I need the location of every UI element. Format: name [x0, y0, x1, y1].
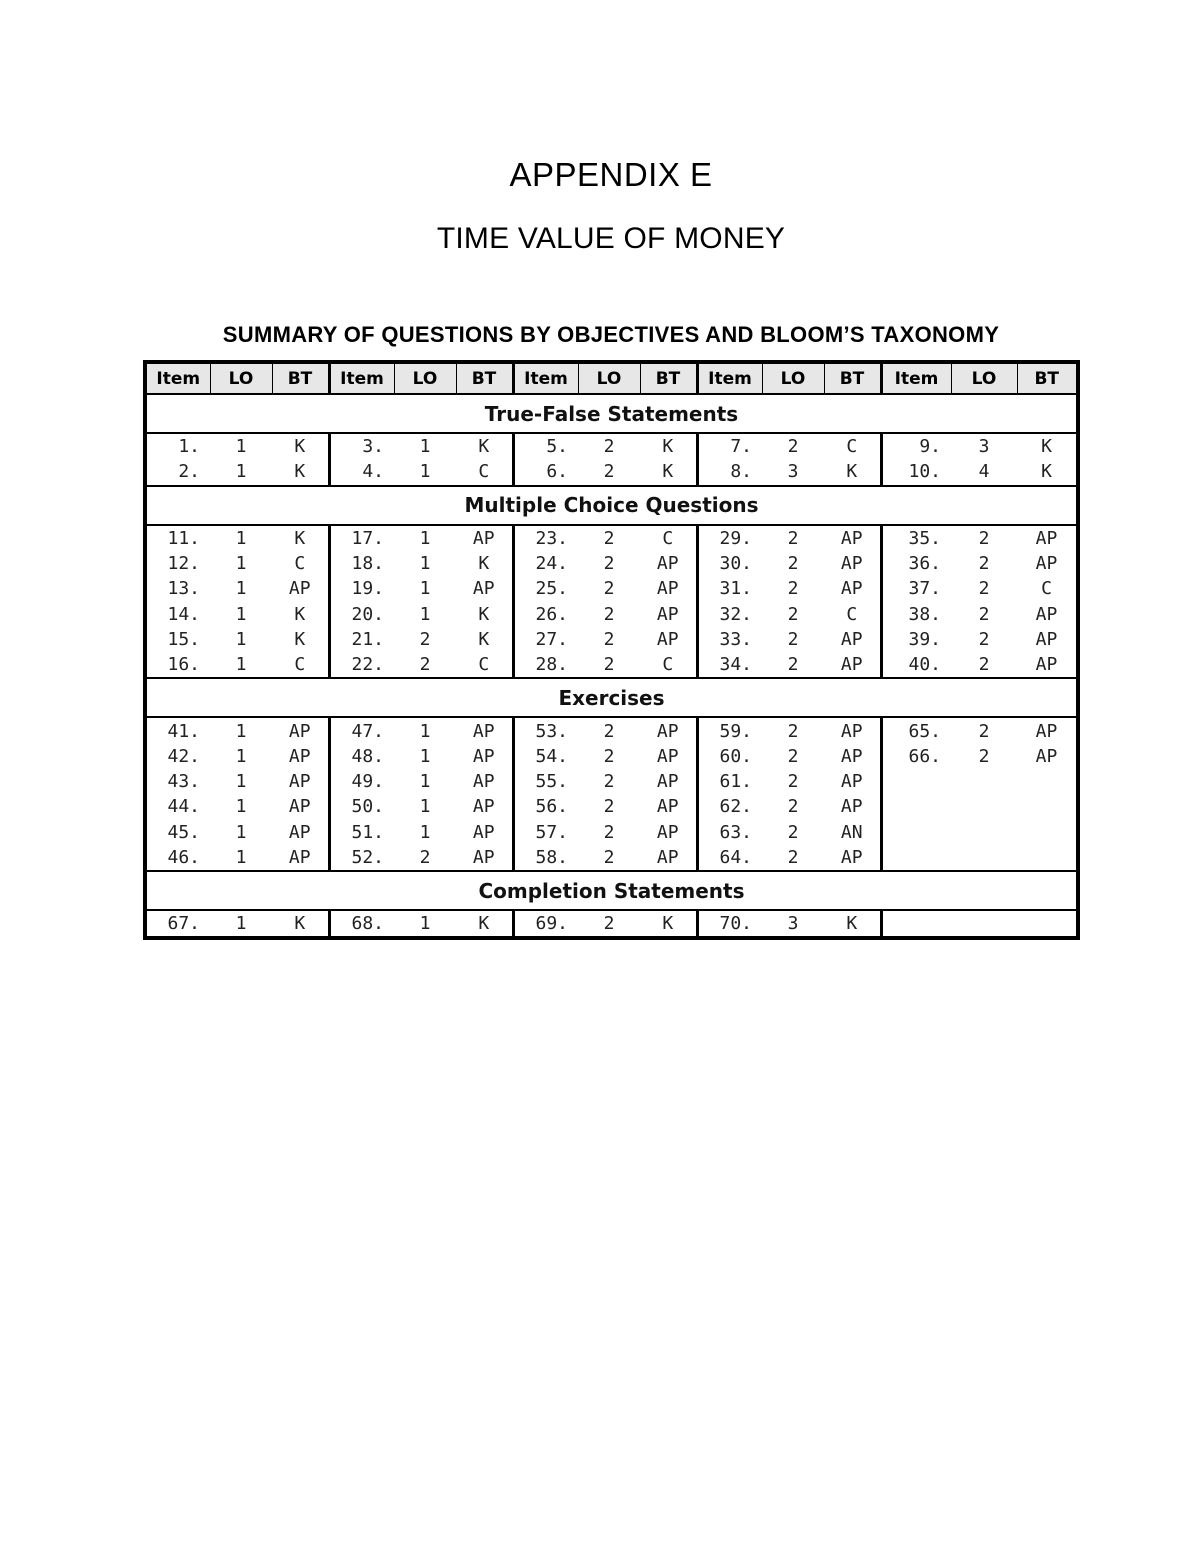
lo-cell: 1 [235, 913, 247, 935]
bt-cell: AP [472, 720, 495, 742]
item-cell: 47. [329, 717, 394, 743]
table-row [145, 820, 1078, 845]
lo-cell: 1 [235, 527, 247, 549]
item-cell: 15. [167, 628, 200, 650]
bt-cell: AN [840, 821, 863, 843]
section-title: True-False Statements [145, 394, 1078, 433]
bt-cell [1017, 910, 1078, 938]
lo-cell: 2 [603, 461, 615, 483]
table-row [145, 601, 1078, 626]
bt-cell: AP [472, 821, 495, 843]
bt-cell: AP [472, 847, 495, 868]
table-row [145, 525, 1078, 551]
item-cell: 8. [697, 459, 762, 485]
item-cell: 21. [329, 627, 394, 652]
item-cell: 63. [697, 820, 762, 845]
lo-cell: 1 [419, 436, 431, 458]
item-cell: 12. [167, 553, 200, 575]
lo-cell: 2 [787, 654, 799, 676]
item-cell: 37. [881, 576, 951, 601]
lo-cell: 1 [235, 821, 247, 843]
lo-cell: 2 [603, 821, 615, 843]
bt-cell: AP [288, 578, 311, 600]
bt-cell: AP [840, 720, 863, 742]
item-cell: 11. [167, 527, 200, 549]
lo-cell: 2 [603, 603, 615, 625]
item-cell: 24. [513, 551, 578, 576]
chapter-title: TIME VALUE OF MONEY [436, 222, 786, 255]
section-row [145, 394, 1078, 433]
lo-cell: 3 [787, 461, 799, 483]
bt-cell: C [846, 603, 858, 625]
column-header-lo: LO [762, 362, 824, 394]
bt-cell: AP [840, 771, 863, 793]
lo-cell: 2 [787, 745, 799, 767]
lo-cell: 1 [235, 436, 247, 458]
lo-cell: 2 [787, 821, 799, 843]
column-header-bt: BT [640, 362, 697, 394]
item-cell: 52. [329, 845, 394, 871]
lo-cell: 4 [978, 461, 990, 483]
item-cell: 44. [167, 796, 200, 818]
item-cell: 7. [697, 433, 762, 459]
lo-cell: 2 [787, 553, 799, 575]
column-header-item: Item [145, 362, 210, 394]
table-row [145, 910, 1078, 938]
item-cell: 43. [167, 771, 200, 793]
item-cell: 59. [697, 717, 762, 743]
item-cell: 51. [329, 820, 394, 845]
bt-cell: C [662, 527, 674, 549]
bt-cell: K [478, 436, 490, 458]
lo-cell: 2 [787, 628, 799, 650]
item-cell: 26. [513, 601, 578, 626]
bt-cell: K [1041, 461, 1052, 483]
column-header-item: Item [881, 362, 951, 394]
item-cell: 3. [329, 433, 394, 459]
summary-table [143, 360, 1080, 940]
bt-cell: AP [1035, 720, 1058, 742]
item-cell: 36. [881, 551, 951, 576]
table-row [145, 717, 1078, 743]
lo-cell: 1 [419, 578, 431, 600]
lo-cell: 1 [419, 527, 431, 549]
bt-cell: K [846, 461, 858, 483]
bt-cell: AP [1035, 628, 1058, 650]
lo-cell: 2 [603, 847, 615, 868]
bt-cell: AP [288, 720, 311, 742]
bt-cell: AP [1035, 527, 1058, 549]
column-header-bt: BT [272, 362, 329, 394]
table-row [145, 744, 1078, 769]
bt-cell: K [294, 628, 306, 650]
bt-cell: C [294, 654, 306, 676]
bt-cell: AP [840, 796, 863, 818]
bt-cell: AP [840, 847, 863, 868]
table-row [145, 551, 1078, 576]
item-cell: 2. [178, 461, 200, 483]
item-cell: 32. [697, 601, 762, 626]
lo-cell: 2 [787, 847, 799, 868]
item-cell: 13. [167, 578, 200, 600]
item-cell: 35. [881, 525, 951, 551]
table-header-row [145, 362, 1078, 394]
item-cell: 6. [513, 459, 578, 485]
bt-cell: AP [656, 578, 679, 600]
lo-cell: 2 [978, 720, 990, 742]
item-cell: 17. [329, 525, 394, 551]
bt-cell: K [478, 553, 490, 575]
item-cell: 38. [881, 601, 951, 626]
lo-cell: 1 [419, 745, 431, 767]
item-cell: 60. [697, 744, 762, 769]
column-header-lo: LO [210, 362, 272, 394]
lo-cell: 2 [978, 654, 990, 676]
bt-cell: AP [1035, 553, 1058, 575]
lo-cell: 2 [603, 745, 615, 767]
section-title: Multiple Choice Questions [145, 486, 1078, 525]
bt-cell: AP [288, 847, 311, 868]
bt-cell: K [662, 913, 674, 935]
lo-cell: 1 [235, 578, 247, 600]
lo-cell: 2 [603, 436, 615, 458]
bt-cell: AP [288, 796, 311, 818]
item-cell: 41. [167, 720, 200, 742]
lo-cell: 1 [235, 553, 247, 575]
lo-cell: 1 [235, 771, 247, 793]
bt-cell: AP [840, 527, 863, 549]
table-row [145, 794, 1078, 819]
lo-cell: 2 [603, 578, 615, 600]
bt-cell: AP [656, 847, 679, 868]
lo-cell: 2 [787, 527, 799, 549]
item-cell: 29. [697, 525, 762, 551]
item-cell: 20. [329, 601, 394, 626]
bt-cell: AP [472, 771, 495, 793]
bt-cell: K [662, 461, 674, 483]
item-cell: 61. [697, 769, 762, 794]
lo-cell: 2 [603, 913, 615, 935]
bt-cell: K [478, 913, 490, 935]
bt-cell: C [478, 461, 490, 483]
bt-cell: K [478, 628, 490, 650]
lo-cell: 1 [419, 553, 431, 575]
lo-cell: 2 [978, 527, 990, 549]
bt-cell: AP [288, 821, 311, 843]
item-cell [881, 910, 951, 938]
item-cell: 28. [513, 652, 578, 678]
lo-cell: 2 [419, 628, 431, 650]
bt-cell: C [1041, 578, 1052, 600]
column-header-item: Item [329, 362, 394, 394]
item-cell: 66. [881, 744, 951, 769]
table-row [145, 459, 1078, 485]
lo-cell: 1 [235, 796, 247, 818]
bt-cell: K [294, 527, 306, 549]
bt-cell: K [294, 436, 306, 458]
table-row [145, 433, 1078, 459]
bt-cell: AP [1035, 654, 1058, 676]
bt-cell: C [294, 553, 306, 575]
bt-cell [1017, 794, 1078, 819]
item-cell: 48. [329, 744, 394, 769]
item-cell: 65. [881, 717, 951, 743]
bt-cell: K [294, 913, 306, 935]
lo-cell: 2 [787, 720, 799, 742]
item-cell: 4. [329, 459, 394, 485]
lo-cell: 1 [235, 847, 247, 868]
bt-cell: AP [656, 720, 679, 742]
bt-cell: AP [1035, 745, 1058, 767]
bt-cell: AP [656, 628, 679, 650]
bt-cell: AP [472, 796, 495, 818]
lo-cell: 3 [978, 436, 990, 458]
column-header-bt: BT [456, 362, 513, 394]
item-cell: 31. [697, 576, 762, 601]
column-header-item: Item [513, 362, 578, 394]
column-header-item: Item [697, 362, 762, 394]
item-cell: 69. [513, 910, 578, 938]
lo-cell: 2 [978, 578, 990, 600]
lo-cell: 2 [787, 603, 799, 625]
bt-cell: AP [656, 553, 679, 575]
column-header-lo: LO [394, 362, 456, 394]
bt-cell: AP [472, 745, 495, 767]
item-cell: 56. [513, 794, 578, 819]
column-header-lo: LO [951, 362, 1017, 394]
bt-cell: K [294, 603, 306, 625]
summary-table-title: SUMMARY OF QUESTIONS BY OBJECTIVES AND BLOOM’S TAXONOMY [222, 322, 1000, 347]
item-cell: 68. [329, 910, 394, 938]
bt-cell [1017, 845, 1078, 871]
section-row [145, 486, 1078, 525]
item-cell: 10. [881, 459, 951, 485]
column-header-bt: BT [1017, 362, 1078, 394]
item-cell: 1. [178, 436, 200, 458]
item-cell: 25. [513, 576, 578, 601]
lo-cell: 2 [419, 654, 431, 676]
lo-cell: 1 [419, 720, 431, 742]
item-cell: 34. [697, 652, 762, 678]
item-cell: 33. [697, 627, 762, 652]
lo-cell: 1 [235, 745, 247, 767]
bt-cell: K [662, 436, 674, 458]
lo-cell: 2 [603, 771, 615, 793]
lo-cell: 2 [603, 796, 615, 818]
lo-cell: 1 [419, 913, 431, 935]
lo-cell: 2 [603, 720, 615, 742]
bt-cell: C [478, 654, 490, 676]
lo-cell: 2 [787, 436, 799, 458]
item-cell: 23. [513, 525, 578, 551]
bt-cell [1017, 769, 1078, 794]
lo-cell: 1 [235, 628, 247, 650]
column-header-bt: BT [824, 362, 881, 394]
lo-cell: 2 [787, 796, 799, 818]
lo-cell: 2 [419, 847, 431, 868]
lo-cell: 1 [235, 720, 247, 742]
column-header-lo: LO [578, 362, 640, 394]
bt-cell: AP [288, 745, 311, 767]
item-cell: 27. [513, 627, 578, 652]
bt-cell: AP [840, 654, 863, 676]
bt-cell: AP [656, 796, 679, 818]
item-cell: 45. [167, 821, 200, 843]
item-cell: 49. [329, 769, 394, 794]
item-cell: 5. [513, 433, 578, 459]
lo-cell: 1 [235, 654, 247, 676]
bt-cell: AP [656, 745, 679, 767]
item-cell [881, 769, 951, 794]
bt-cell: K [846, 913, 858, 935]
item-cell: 55. [513, 769, 578, 794]
bt-cell: AP [656, 603, 679, 625]
item-cell: 39. [881, 627, 951, 652]
lo-cell: 1 [419, 603, 431, 625]
item-cell: 70. [697, 910, 762, 938]
lo-cell: 1 [419, 771, 431, 793]
item-cell: 58. [513, 845, 578, 871]
lo-cell: 2 [978, 603, 990, 625]
lo-cell: 1 [419, 821, 431, 843]
item-cell: 18. [329, 551, 394, 576]
table-row [145, 652, 1078, 678]
section-title: Exercises [145, 678, 1078, 717]
item-cell: 46. [167, 847, 200, 868]
item-cell: 57. [513, 820, 578, 845]
bt-cell: AP [840, 628, 863, 650]
bt-cell: K [478, 603, 490, 625]
bt-cell: C [846, 436, 858, 458]
item-cell: 14. [167, 603, 200, 625]
lo-cell [951, 845, 1017, 871]
item-cell: 19. [329, 576, 394, 601]
item-cell: 67. [167, 913, 200, 935]
lo-cell: 2 [603, 553, 615, 575]
section-row [145, 678, 1078, 717]
item-cell [881, 845, 951, 871]
bt-cell: AP [840, 553, 863, 575]
item-cell: 62. [697, 794, 762, 819]
item-cell: 64. [697, 845, 762, 871]
item-cell: 53. [513, 717, 578, 743]
lo-cell: 2 [603, 527, 615, 549]
item-cell: 42. [167, 745, 200, 767]
bt-cell: AP [1035, 603, 1058, 625]
appendix-heading: APPENDIX E [509, 156, 713, 193]
lo-cell [951, 910, 1017, 938]
lo-cell [951, 769, 1017, 794]
bt-cell: AP [288, 771, 311, 793]
item-cell: 40. [881, 652, 951, 678]
lo-cell: 2 [978, 553, 990, 575]
section-title: Completion Statements [145, 871, 1078, 910]
lo-cell: 1 [419, 796, 431, 818]
bt-cell: AP [840, 578, 863, 600]
table-row [145, 576, 1078, 601]
bt-cell: C [662, 654, 674, 676]
lo-cell: 2 [978, 745, 990, 767]
lo-cell: 3 [787, 913, 799, 935]
table-row [145, 627, 1078, 652]
item-cell: 50. [329, 794, 394, 819]
bt-cell: AP [656, 821, 679, 843]
section-row [145, 871, 1078, 910]
item-cell [881, 794, 951, 819]
bt-cell: K [294, 461, 306, 483]
lo-cell [951, 794, 1017, 819]
bt-cell: AP [472, 578, 495, 600]
item-cell: 9. [881, 433, 951, 459]
item-cell: 30. [697, 551, 762, 576]
bt-cell: AP [840, 745, 863, 767]
bt-cell [1017, 820, 1078, 845]
table-row [145, 769, 1078, 794]
bt-cell: AP [472, 527, 495, 549]
lo-cell: 1 [235, 603, 247, 625]
item-cell [881, 820, 951, 845]
item-cell: 54. [513, 744, 578, 769]
item-cell: 22. [329, 652, 394, 678]
lo-cell: 2 [603, 654, 615, 676]
lo-cell: 2 [603, 628, 615, 650]
lo-cell: 1 [419, 461, 431, 483]
bt-cell: K [1041, 436, 1052, 458]
lo-cell: 1 [235, 461, 247, 483]
item-cell: 16. [167, 654, 200, 676]
bt-cell: AP [656, 771, 679, 793]
lo-cell: 2 [787, 771, 799, 793]
lo-cell: 2 [787, 578, 799, 600]
lo-cell [951, 820, 1017, 845]
table-row [145, 845, 1078, 871]
lo-cell: 2 [978, 628, 990, 650]
